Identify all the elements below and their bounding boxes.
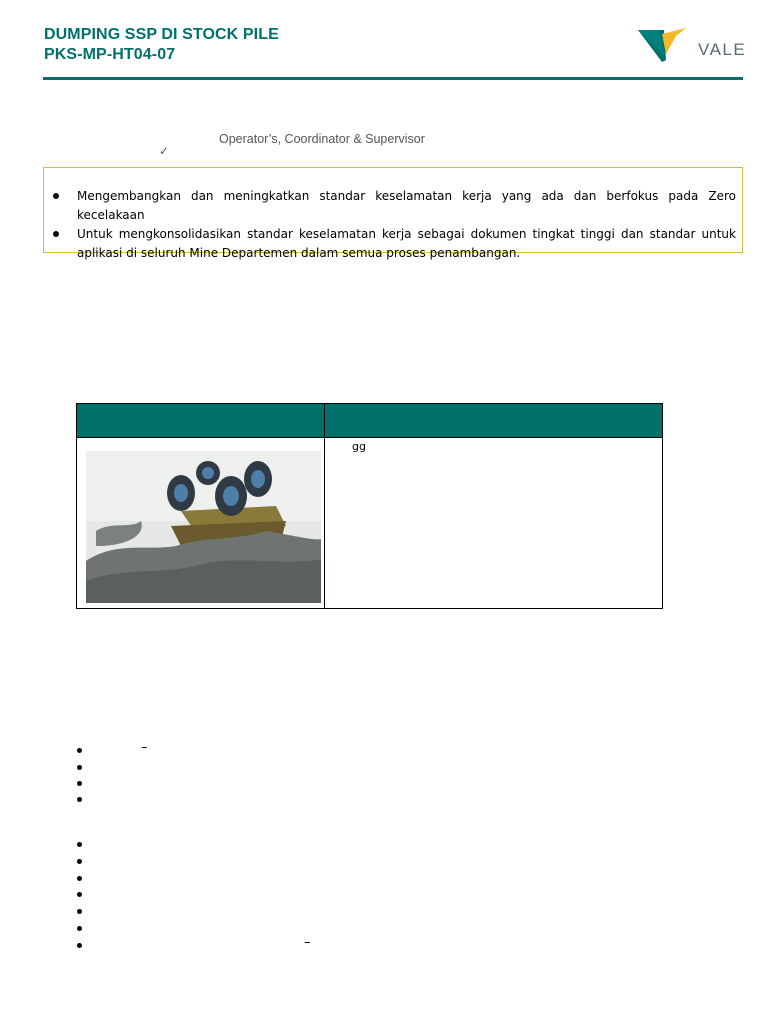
bullet-icon: [77, 909, 82, 914]
table-body-divider: [324, 438, 325, 609]
logo-yellow-mark: [662, 28, 686, 54]
hazard-table: [76, 403, 663, 609]
cell-text-fragment: gg: [352, 440, 366, 453]
bullet-icon: [77, 859, 82, 864]
objective-text: Mengembangkan dan meningkatkan standar keselamatan kerja yang ada dan berfokus pada Zero kecelakaan: [77, 189, 736, 222]
bullet-icon: [77, 748, 82, 753]
bullet-icon: [77, 926, 82, 931]
bullet-icon: [53, 231, 59, 237]
document-title: DUMPING SSP DI STOCK PILE: [44, 26, 279, 43]
overturned-truck-photo: [86, 451, 321, 603]
bullet-icon: [77, 797, 82, 802]
bullet-icon: [53, 193, 59, 199]
bullet-icon: [77, 876, 82, 881]
bullet-icon: [77, 765, 82, 770]
dash-text: –: [141, 740, 148, 755]
header-rule: [43, 77, 743, 80]
roles-text: Operator’s, Coordinator & Supervisor: [219, 132, 425, 146]
objectives-list: [52, 187, 736, 263]
bullet-icon: [77, 943, 82, 948]
table-header-divider: [324, 403, 325, 438]
dash-text: –: [304, 935, 311, 950]
bullet-icon: [77, 781, 82, 786]
objective-text: Untuk mengkonsolidasikan standar keselamatan kerja sebagai dokumen tingkat tinggi dan standar untuk aplikasi di seluruh Mine Departemen dalam semua proses penambangan.: [77, 227, 736, 260]
bullet-icon: [77, 892, 82, 897]
table-header-row: [76, 403, 663, 438]
objective-item: [52, 225, 736, 263]
logo-text: VALE: [698, 40, 747, 59]
bullet-icon: [77, 842, 82, 847]
document-code: PKS-MP-HT04-07: [44, 46, 176, 63]
objective-item: [52, 187, 736, 225]
check-icon: ✓: [159, 144, 170, 158]
objectives-box: [43, 167, 743, 260]
